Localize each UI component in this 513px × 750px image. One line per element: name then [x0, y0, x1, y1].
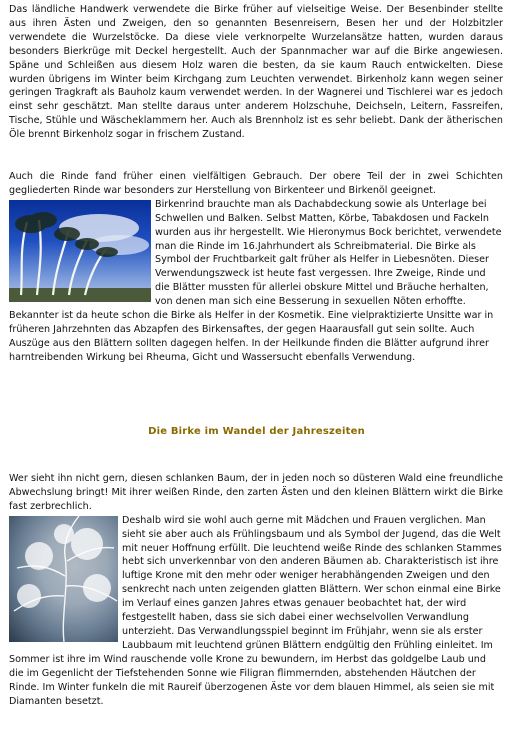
- birch-trees-photo-icon: [9, 200, 151, 302]
- paragraph-bark-body: Birkenrind brauchte man als Dachabdeckung sowie als Unterlage bei Schwellen und Balken. Selbst Matten, Körbe, Tabakdosen und Fackeln wurden aus ihr hergestellt. Wie Hieronymus Bock berichtet, verwendete man die Rinde im 16.Jahrhundert als Schreibmaterial. Die Birke als Symbol der Fruchtbarkeit galt früher als Helfer in Liebesnöten. Dieser Verwendungszweck ist heute fast vergessen. Ihre Zweige, Rinde und die Blätter mussten für allerlei obskure Mittel und Bräuche herhalten, von denen man sich eine Besserung in sexuellen Nöten erhoffte. Bekannter ist da heute schon die Birke als Helfer in der Kosmetik. Eine vielpraktizierte Unsitte war in früheren Jahrzehnten das Abzapfen des Birkensaftes, der gegen Haarausfall gut sein sollte. Auch Auszüge aus den Blättern sollten dagegen helfen. In der Heilkunde finden die Blätter aufgrund ihrer harntreibenden Wirkung bei Rheuma, Gicht und Wassersucht ebenfalls Verwendung.: [9, 198, 502, 363]
- paragraph-bark-uses-block: [9, 170, 503, 365]
- paragraph-craft-uses: Das ländliche Handwerk verwendete die Birke früher auf vielseitige Weise. Der Besenbinder stellte aus ihren Ästen und Zweigen, den so genannten Besenreisern, Besen her und der Holzbitzler verwendete die Wurzelstöcke. Da diese viele verknorpelte Wurzelansätze hatten, wurden daraus besonders Bierkrüge mit Deckel hergestellt. Auch der Spannmacher war auf die Birke angewiesen. Späne und Schleißen aus diesem Holz waren die besten, da sie kaum Rauch entwickelten. Diese wurden übrigens im Winter beim Kirchgang zum Leuchten verwendet. Birkenholz kann wegen seiner geringen Tragkraft als Bauholz kaum verwendet werden. In der Wagnerei und Tischlerei war es jedoch einst sehr geschätzt. Man stellte daraus unter anderem Holzschuhe, Deichseln, Leitern, Fassreifen, Tische, Stühle und Wäscheklammern her. Auch als Brennholz ist es sehr beliebt. Dank der ätherischen Öle brennt Birkenholz sogar in frischem Zustand.: [9, 4, 503, 141]
- section-heading: Die Birke im Wandel der Jahreszeiten: [148, 426, 365, 437]
- paragraph-seasons-block: [9, 472, 503, 708]
- paragraph-seasons-body: Deshalb wird sie wohl auch gerne mit Mädchen und Frauen verglichen. Man sieht sie aber auch als Frühlingsbaum und als Symbol der Jugend, das die Welt mit neuer Hoffnung erfüllt. Die leuchtend weiße Rinde des schlanken Stammes hebt sich unverkennbar von den anderen Bäumen ab. Charakteristisch ist ihre luftige Krone mit den mehr oder weniger herabhängenden Zweigen und den senkrecht nach unten zeigenden glatten Blättern. Wer schon einmal eine Birke im Verlauf eines ganzen Jahres etwas genauer beobachtet hat, der wird festgestellt haben, dass sie sich dabei einer wechselvollen Verwandlung unterzieht. Das Verwandlungsspiel beginnt im Frühjahr, wenn sie als erster Laubbaum mit leuchtend grünen Blättern endgültig den Frühling einleitet. Im Sommer ist ihre im Wind rauschende volle Krone zu bewundern, im Herbst das goldgelbe Laub und die im Gegenlicht der Tiefstehenden Sonne wie Filigran flimmernden, abstehenden Häutchen der Rinde. Im Winter funkeln die mit Raureif überzogenen Äste vor dem blauen Himmel, als seien sie mit Diamanten besetzt.: [9, 514, 502, 707]
- frosted-birch-photo-icon: [9, 516, 118, 642]
- frosted-birch-photo: [9, 516, 118, 642]
- birch-trees-photo: [9, 200, 151, 302]
- paragraph-bark-intro: Auch die Rinde fand früher einen vielfältigen Gebrauch. Der obere Teil der in zwei Schichten gegliederten Rinde war besonders zur Herstellung von Birkenteer und Birkenöl geeignet.: [9, 171, 503, 196]
- paragraph-seasons-intro: Wer sieht ihn nicht gern, diesen schlanken Baum, der in jeden noch so düsteren Wald eine freundliche Abwechslung bringt! Mit ihrer weißen Rinde, den zarten Ästen und den kleinen Blättern wirkt die Birke fast zerbrechlich.: [9, 473, 503, 512]
